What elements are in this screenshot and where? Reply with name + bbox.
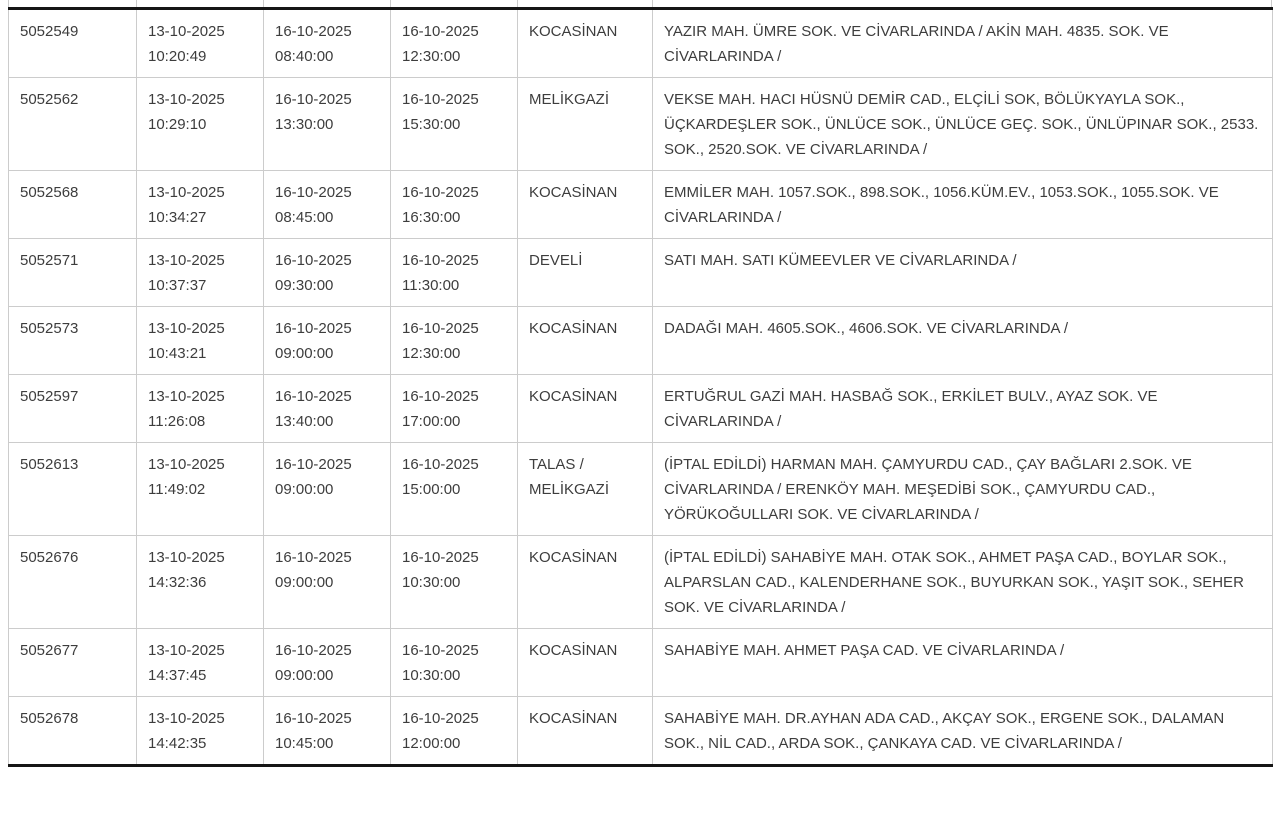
record-id: 5052678 (20, 710, 79, 727)
announce-time: 11:49:02 (148, 481, 206, 498)
cell-affected-areas (653, 536, 1273, 629)
district-name: KOCASİNAN (529, 549, 618, 566)
affected-areas-text: EMMİLER MAH. 1057.SOK., 898.SOK., 1056.KÜM.EV., 1053.SOK., 1055.SOK. VE CİVARLARINDA / (664, 184, 1219, 226)
district-name: KOCASİNAN (529, 642, 618, 659)
record-id: 5052613 (20, 456, 79, 473)
cell-district (518, 629, 653, 697)
start-time: 09:00:00 (275, 667, 334, 684)
record-id: 5052597 (20, 388, 79, 405)
end-date: 16-10-2025 (402, 642, 479, 659)
cell-record-id (9, 171, 137, 239)
cell-start-datetime (264, 9, 391, 78)
district-name: KOCASİNAN (529, 710, 618, 727)
table-row (9, 697, 1273, 766)
affected-areas-text: VEKSE MAH. HACI HÜSNÜ DEMİR CAD., ELÇİLİ SOK, BÖLÜKYAYLA SOK., ÜÇKARDEŞLER SOK., ÜNLÜCE SOK., ÜNLÜCE GEÇ. SOK., ÜNLÜPINAR SOK., 2533. SOK., 2520.SOK. VE CİVARLARINDA / (664, 91, 1259, 158)
cell-affected-areas (653, 239, 1273, 307)
affected-areas-text: YAZIR MAH. ÜMRE SOK. VE CİVARLARINDA / AKİN MAH. 4835. SOK. VE CİVARLARINDA / (664, 23, 1169, 65)
announce-date: 13-10-2025 (148, 184, 225, 201)
start-time: 09:00:00 (275, 481, 334, 498)
cell-district (518, 697, 653, 766)
end-date: 16-10-2025 (402, 91, 479, 108)
end-time: 12:30:00 (402, 48, 461, 65)
cell-affected-areas (653, 171, 1273, 239)
start-date: 16-10-2025 (275, 549, 352, 566)
start-date: 16-10-2025 (275, 91, 352, 108)
cell-start-datetime (264, 171, 391, 239)
district-name: TALAS / MELİKGAZİ (529, 456, 610, 498)
start-date: 16-10-2025 (275, 642, 352, 659)
start-time: 13:30:00 (275, 116, 334, 133)
start-date: 16-10-2025 (275, 710, 352, 727)
cell-announce-datetime (137, 629, 264, 697)
affected-areas-text: (İPTAL EDİLDİ) SAHABİYE MAH. OTAK SOK., AHMET PAŞA CAD., BOYLAR SOK., ALPARSLAN CAD., KALENDERHANE SOK., BUYURKAN SOK., YAŞIT SOK., SEHER SOK. VE CİVARLARINDA / (664, 549, 1244, 616)
cell-end-datetime (391, 307, 518, 375)
end-time: 12:00:00 (402, 735, 461, 752)
start-time: 13:40:00 (275, 413, 334, 430)
cell-start-datetime (264, 443, 391, 536)
cell-record-id (9, 239, 137, 307)
cell-announce-datetime (137, 375, 264, 443)
column-border-stub (1271, 0, 1272, 7)
start-time: 09:30:00 (275, 277, 334, 294)
cell-affected-areas (653, 375, 1273, 443)
cell-end-datetime (391, 443, 518, 536)
affected-areas-text: (İPTAL EDİLDİ) HARMAN MAH. ÇAMYURDU CAD., ÇAY BAĞLARI 2.SOK. VE CİVARLARINDA / ERENKÖY MAH. MEŞEDİBİ SOK., ÇAMYURDU CAD., YÖRÜKOĞULLARI SOK. VE CİVARLARINDA / (664, 456, 1192, 523)
cell-district (518, 375, 653, 443)
table-row (9, 375, 1273, 443)
start-date: 16-10-2025 (275, 456, 352, 473)
cell-announce-datetime (137, 78, 264, 171)
affected-areas-text: SAHABİYE MAH. AHMET PAŞA CAD. VE CİVARLARINDA / (664, 642, 1065, 659)
announce-time: 10:29:10 (148, 116, 207, 133)
announce-time: 14:42:35 (148, 735, 207, 752)
table-row (9, 239, 1273, 307)
district-name: MELİKGAZİ (529, 91, 610, 108)
start-time: 08:40:00 (275, 48, 334, 65)
announce-time: 10:37:37 (148, 277, 207, 294)
cell-announce-datetime (137, 536, 264, 629)
cell-start-datetime (264, 78, 391, 171)
cell-end-datetime (391, 239, 518, 307)
cell-end-datetime (391, 171, 518, 239)
cell-end-datetime (391, 629, 518, 697)
cell-start-datetime (264, 239, 391, 307)
column-border-stub (136, 0, 137, 7)
end-date: 16-10-2025 (402, 184, 479, 201)
cell-affected-areas (653, 307, 1273, 375)
table-row (9, 171, 1273, 239)
cell-affected-areas (653, 78, 1273, 171)
end-time: 15:30:00 (402, 116, 461, 133)
table-row (9, 307, 1273, 375)
announce-time: 10:34:27 (148, 209, 207, 226)
announce-date: 13-10-2025 (148, 91, 225, 108)
cell-start-datetime (264, 375, 391, 443)
cell-affected-areas (653, 9, 1273, 78)
end-time: 10:30:00 (402, 574, 461, 591)
cell-announce-datetime (137, 9, 264, 78)
cell-district (518, 78, 653, 171)
start-date: 16-10-2025 (275, 388, 352, 405)
start-date: 16-10-2025 (275, 252, 352, 269)
table-row (9, 9, 1273, 78)
cell-affected-areas (653, 629, 1273, 697)
table-row (9, 78, 1273, 171)
announce-date: 13-10-2025 (148, 549, 225, 566)
announce-date: 13-10-2025 (148, 710, 225, 727)
district-name: KOCASİNAN (529, 388, 618, 405)
cell-start-datetime (264, 697, 391, 766)
cell-announce-datetime (137, 443, 264, 536)
announce-date: 13-10-2025 (148, 252, 225, 269)
record-id: 5052562 (20, 91, 79, 108)
affected-areas-text: SATI MAH. SATI KÜMEEVLER VE CİVARLARINDA / (664, 252, 1017, 269)
cell-announce-datetime (137, 307, 264, 375)
affected-areas-text: ERTUĞRUL GAZİ MAH. HASBAĞ SOK., ERKİLET BULV., AYAZ SOK. VE CİVARLARINDA / (664, 388, 1158, 430)
end-time: 12:30:00 (402, 345, 461, 362)
announce-date: 13-10-2025 (148, 388, 225, 405)
district-name: DEVELİ (529, 252, 583, 269)
cell-record-id (9, 307, 137, 375)
cell-start-datetime (264, 629, 391, 697)
cell-end-datetime (391, 78, 518, 171)
outage-table (8, 7, 1273, 767)
announce-time: 11:26:08 (148, 413, 206, 430)
end-date: 16-10-2025 (402, 549, 479, 566)
district-name: KOCASİNAN (529, 320, 618, 337)
announce-date: 13-10-2025 (148, 23, 225, 40)
start-time: 09:00:00 (275, 574, 334, 591)
cell-district (518, 239, 653, 307)
affected-areas-text: DADAĞI MAH. 4605.SOK., 4606.SOK. VE CİVARLARINDA / (664, 320, 1069, 337)
announce-date: 13-10-2025 (148, 320, 225, 337)
record-id: 5052676 (20, 549, 79, 566)
column-border-stub (8, 0, 9, 7)
start-time: 09:00:00 (275, 345, 334, 362)
announce-time: 10:20:49 (148, 48, 207, 65)
end-date: 16-10-2025 (402, 23, 479, 40)
cell-end-datetime (391, 697, 518, 766)
column-border-stub (652, 0, 653, 7)
announce-date: 13-10-2025 (148, 456, 225, 473)
announce-time: 14:37:45 (148, 667, 207, 684)
end-time: 11:30:00 (402, 277, 460, 294)
end-time: 15:00:00 (402, 481, 461, 498)
start-date: 16-10-2025 (275, 320, 352, 337)
column-border-stub (517, 0, 518, 7)
column-border-stub (390, 0, 391, 7)
cell-end-datetime (391, 375, 518, 443)
cell-record-id (9, 443, 137, 536)
start-time: 10:45:00 (275, 735, 334, 752)
start-time: 08:45:00 (275, 209, 334, 226)
start-date: 16-10-2025 (275, 184, 352, 201)
table-row (9, 629, 1273, 697)
cell-district (518, 536, 653, 629)
cell-affected-areas (653, 697, 1273, 766)
district-name: KOCASİNAN (529, 184, 618, 201)
announce-time: 14:32:36 (148, 574, 207, 591)
end-date: 16-10-2025 (402, 388, 479, 405)
cell-announce-datetime (137, 171, 264, 239)
end-date: 16-10-2025 (402, 320, 479, 337)
record-id: 5052571 (20, 252, 79, 269)
end-date: 16-10-2025 (402, 710, 479, 727)
cell-record-id (9, 375, 137, 443)
cell-district (518, 9, 653, 78)
cell-announce-datetime (137, 239, 264, 307)
affected-areas-text: SAHABİYE MAH. DR.AYHAN ADA CAD., AKÇAY SOK., ERGENE SOK., DALAMAN SOK., NİL CAD., ARDA SOK., ÇANKAYA CAD. VE CİVARLARINDA / (664, 710, 1225, 752)
announce-date: 13-10-2025 (148, 642, 225, 659)
column-border-stub (263, 0, 264, 7)
cell-district (518, 307, 653, 375)
cell-start-datetime (264, 307, 391, 375)
end-date: 16-10-2025 (402, 456, 479, 473)
cell-district (518, 171, 653, 239)
table-row (9, 443, 1273, 536)
announce-time: 10:43:21 (148, 345, 207, 362)
cell-district (518, 443, 653, 536)
end-date: 16-10-2025 (402, 252, 479, 269)
cell-record-id (9, 536, 137, 629)
record-id: 5052568 (20, 184, 79, 201)
cell-announce-datetime (137, 697, 264, 766)
record-id: 5052549 (20, 23, 79, 40)
table-row (9, 536, 1273, 629)
cropped-row-border-stubs (8, 0, 1272, 7)
cell-record-id (9, 78, 137, 171)
start-date: 16-10-2025 (275, 23, 352, 40)
cell-affected-areas (653, 443, 1273, 536)
cell-start-datetime (264, 536, 391, 629)
cell-record-id (9, 629, 137, 697)
cell-end-datetime (391, 9, 518, 78)
end-time: 10:30:00 (402, 667, 461, 684)
cell-record-id (9, 697, 137, 766)
record-id: 5052573 (20, 320, 79, 337)
cell-record-id (9, 9, 137, 78)
district-name: KOCASİNAN (529, 23, 618, 40)
end-time: 17:00:00 (402, 413, 461, 430)
end-time: 16:30:00 (402, 209, 461, 226)
cell-end-datetime (391, 536, 518, 629)
record-id: 5052677 (20, 642, 79, 659)
